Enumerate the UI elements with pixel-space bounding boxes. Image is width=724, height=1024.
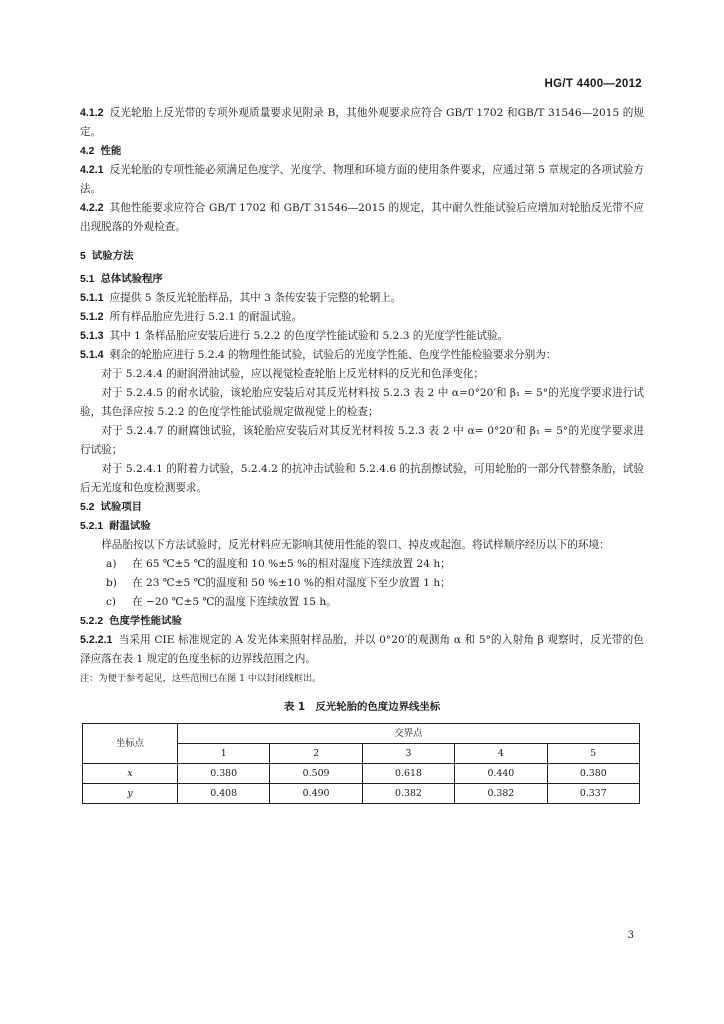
heading-5-2-2: 5.2.2 色度学性能试验 (80, 615, 182, 627)
table-cell: 0.440 (455, 764, 547, 784)
chromaticity-table (82, 723, 640, 804)
table-header-point: 4 (455, 744, 547, 764)
row-label: x (83, 764, 178, 784)
document-body (80, 104, 644, 804)
table-cell: 0.408 (178, 784, 270, 804)
paragraph: 对于 5.2.4.4 的耐润滑油试验，应以视觉检查轮胎上反光材料的反光和色泽变化； (101, 368, 484, 380)
table-row (83, 764, 640, 784)
heading-5-2: 5.2 试验项目 (80, 501, 143, 513)
clause-4-1-2: 4.1.2 反光轮胎上反光带的专项外观质量要求见附录 B，其他外观要求应符合 GB/T 1702 和GB/T 31546—2015 的规定。 (80, 107, 644, 138)
list-item: a) 在 65 ℃±5 ℃的温度和 10 %±5 %的相对湿度下连续放置 24 h； (106, 558, 451, 570)
note: 注：为便于参考起见，这些范围已在图 1 中以封闭线框出。 (80, 673, 322, 684)
paragraph: 对于 5.2.4.1 的附着力试验，5.2.4.2 的抗冲击试验和 5.2.4.6 的抗刮擦试验，可用轮胎的一部分代替整条胎，试验后无光度和色度检测要求。 (80, 463, 644, 494)
paragraph: 样品胎按以下方法试验时，反光材料应无影响其使用性能的裂口、掉皮或起泡。将试样顺序经历以下的环境： (101, 539, 610, 551)
table-cell: 0.337 (547, 784, 639, 804)
table-cell: 0.509 (270, 764, 362, 784)
table-header-point: 2 (270, 744, 362, 764)
table-cell: 0.380 (547, 764, 639, 784)
clause-5-1-4: 5.1.4 剩余的轮胎应进行 5.2.4 的物理性能试验，试验后的光度学性能、色度学性能检验要求分别为： (80, 349, 557, 361)
heading-5-2-1: 5.2.1 耐温试验 (80, 520, 151, 532)
row-label: y (83, 784, 178, 804)
clause-5-1-2: 5.1.2 所有样品胎应先进行 5.2.1 的耐温试验。 (80, 311, 303, 323)
table-cell: 0.382 (362, 784, 454, 804)
table-cell: 0.380 (178, 764, 270, 784)
page-number: 3 (627, 930, 634, 941)
clause-4-2-2: 4.2.2 其他性能要求应符合 GB/T 1702 和 GB/T 31546—2015 的规定，其中耐久性能试验后应增加对轮胎反光带不应出现脱落的外观检查。 (80, 202, 644, 233)
heading-5: 5 试验方法 (80, 250, 134, 262)
clause-4-2-1: 4.2.1 反光轮胎的专项性能必须满足色度学、光度学、物理和环境方面的使用条件要求，应通过第 5 章规定的各项试验方法。 (80, 164, 644, 195)
heading-5-1: 5.1 总体试验程序 (80, 273, 163, 285)
table-header-point: 1 (178, 744, 270, 764)
table-cell: 0.490 (270, 784, 362, 804)
table-cell: 0.618 (362, 764, 454, 784)
standard-code: HG/T 4400—2012 (544, 78, 642, 90)
table-cell: 0.382 (455, 784, 547, 804)
table-header-intersection: 交界点 (178, 724, 640, 744)
list-item: b) 在 23 ℃±5 ℃的温度和 50 %±10 %的相对湿度下至少放置 1 h； (106, 577, 451, 589)
table-header-coordinate: 坐标点 (83, 724, 178, 764)
table-title: 表 1 反光轮胎的色度边界线坐标 (283, 701, 441, 713)
heading-4-2: 4.2 性能 (80, 145, 122, 157)
paragraph: 对于 5.2.4.5 的耐水试验，该轮胎应安装后对其反光材料按 5.2.3 表 2 中 α=0°20′和 β₁ = 5°的光度学要求进行试验，其色泽应按 5.2.2 的色度学性能试验规定做视觉上的检查； (80, 387, 644, 418)
clause-5-2-2-1: 5.2.2.1 当采用 CIE 标准规定的 A 发光体来照射样品胎，并以 0°20′的观测角 α 和 5°的入射角 β 观察时，反光带的色泽应落在表 1 规定的色度坐标的边界线范围之内。 (80, 634, 644, 665)
paragraph: 对于 5.2.4.7 的耐腐蚀试验，该轮胎应安装后对其反光材料按 5.2.3 表 2 中 α= 0°20′和 β₁ = 5°的光度学要求进行试验； (80, 425, 644, 456)
clause-5-1-1: 5.1.1 应提供 5 条反光轮胎样品，其中 3 条传安装于完整的轮辋上。 (80, 292, 402, 304)
table-header-point: 3 (362, 744, 454, 764)
table-header-point: 5 (547, 744, 639, 764)
table-row (83, 784, 640, 804)
clause-5-1-3: 5.1.3 其中 1 条样品胎应安装后进行 5.2.2 的色度学性能试验和 5.2.3 的光度学性能试验。 (80, 330, 509, 342)
list-item: c) 在 −20 ℃±5 ℃的温度下连续放置 15 h。 (106, 596, 337, 608)
